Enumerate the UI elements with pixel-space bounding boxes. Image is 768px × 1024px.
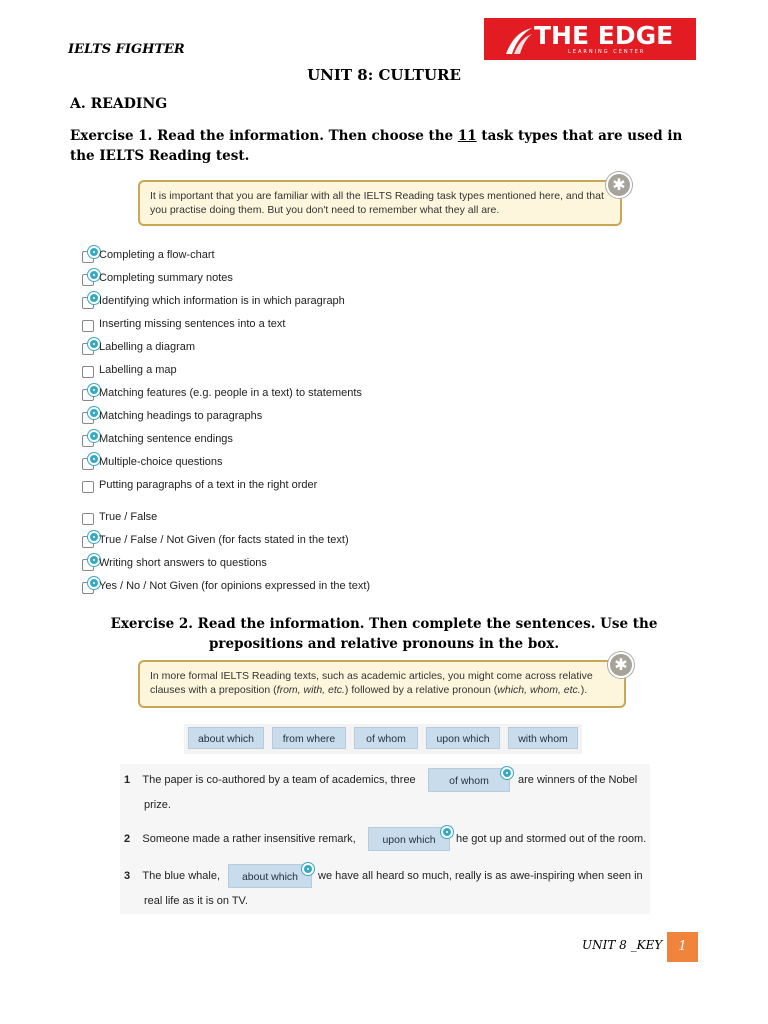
task-option[interactable] (80, 409, 500, 429)
exercise1-count: 11 (457, 128, 477, 144)
exercise2-note (138, 660, 626, 708)
sentence-text: The blue whale, (142, 870, 221, 882)
task-label: Putting paragraphs of a text in the right order (99, 479, 318, 491)
task-option[interactable] (80, 556, 500, 576)
option-chip[interactable]: of whom (354, 727, 418, 749)
note-italic: which, whom, etc. (497, 684, 581, 696)
star-icon[interactable]: ✱ (606, 172, 632, 198)
exercise2-instruction: Exercise 2. Read the information. Then complete the sentences. Use the prepositions and relative pronouns in the box. (110, 616, 658, 652)
task-label: Completing a flow-chart (99, 249, 215, 261)
task-option[interactable] (80, 533, 500, 553)
task-option[interactable] (80, 340, 500, 360)
note-text: In more formal IELTS Reading texts, such as academic articles, you might come across relative clauses with a preposition ( (150, 670, 593, 696)
task-label: Inserting missing sentences into a text (99, 318, 286, 330)
task-label: Completing summary notes (99, 272, 233, 284)
sentence-2 (124, 833, 356, 845)
task-label: Matching features (e.g. people in a text) to statements (99, 387, 362, 399)
task-option[interactable] (80, 386, 500, 406)
logo-subtitle: LEARNING CENTER (568, 49, 646, 55)
star-icon[interactable]: ✱ (608, 652, 634, 678)
task-label: Multiple-choice questions (99, 456, 223, 468)
task-label: Identifying which information is in which paragraph (99, 295, 345, 307)
sentence-number: 2 (124, 833, 131, 845)
brand-label: IELTS FIGHTER (68, 42, 185, 57)
unit-title: UNIT 8: CULTURE (307, 66, 461, 84)
sentence-3 (124, 870, 220, 882)
task-label: Writing short answers to questions (99, 557, 267, 569)
marker-icon (501, 767, 513, 779)
task-option[interactable] (80, 478, 500, 498)
marker-icon (441, 826, 453, 838)
answer-slot[interactable]: about which (228, 864, 312, 888)
task-option[interactable] (80, 248, 500, 268)
sentence-text: prize. (144, 799, 171, 811)
exercise1-note (138, 180, 622, 226)
exercise1-instruction (70, 126, 710, 166)
task-label: Labelling a diagram (99, 341, 196, 353)
task-label: True / False (99, 511, 158, 523)
sentence-text: The paper is co-authored by a team of academics, three (142, 774, 416, 786)
task-option[interactable] (80, 294, 500, 314)
answer-slot[interactable]: upon which (368, 827, 450, 851)
task-label: True / False / Not Given (for facts stated in the text) (99, 534, 349, 546)
logo (484, 18, 696, 60)
sentence-number: 1 (124, 774, 131, 786)
task-option[interactable] (80, 510, 500, 530)
section-title: A. READING (70, 96, 168, 112)
sentence-text: we have all heard so much, really is as awe-inspiring when seen in (318, 870, 643, 882)
sentence-text: real life as it is on TV. (144, 895, 248, 907)
exercise1-prefix: Exercise 1. Read the information. Then choose the (70, 128, 458, 144)
sentence-number: 3 (124, 870, 131, 882)
swoosh-icon (504, 24, 534, 56)
marker-icon (302, 863, 314, 875)
sentence-1 (124, 774, 416, 786)
option-chip[interactable]: with whom (508, 727, 578, 749)
exercise1-suffix: task types that are used in the IELTS Reading test. (70, 128, 683, 164)
logo-title: THE EDGE (534, 21, 674, 50)
task-option[interactable] (80, 363, 500, 383)
page-number: 1 (667, 932, 698, 962)
checkbox[interactable] (82, 481, 94, 493)
task-option[interactable] (80, 579, 500, 599)
task-option[interactable] (80, 432, 500, 452)
answer-slot[interactable]: of whom (428, 768, 510, 792)
sentence-text: Someone made a rather insensitive remark, (142, 833, 356, 845)
option-chip[interactable]: about which (188, 727, 264, 749)
note-italic: from, with, etc. (276, 684, 345, 696)
option-chip[interactable]: upon which (426, 727, 500, 749)
footer-label: UNIT 8 _KEY (582, 938, 663, 952)
checkbox[interactable] (82, 513, 94, 525)
task-option[interactable] (80, 455, 500, 475)
option-chip[interactable]: from where (272, 727, 346, 749)
word-box (184, 724, 582, 754)
sentence-list (120, 764, 650, 914)
task-label: Matching sentence endings (99, 433, 233, 445)
task-option[interactable] (80, 317, 500, 337)
exercise1-note-text: It is important that you are familiar with all the IELTS Reading task types mentioned here, and that you practise doing them. But you don't need to remember what they all are. (150, 190, 604, 216)
checkbox[interactable] (82, 320, 94, 332)
note-text: ). (580, 684, 588, 696)
task-label: Labelling a map (99, 364, 177, 376)
task-option[interactable] (80, 271, 500, 291)
sentence-text: he got up and stormed out of the room. (456, 833, 647, 845)
sentence-text: are winners of the Nobel (518, 774, 638, 786)
task-label: Yes / No / Not Given (for opinions expressed in the text) (99, 580, 371, 592)
note-text: ) followed by a relative pronoun ( (344, 684, 498, 696)
checkbox[interactable] (82, 366, 94, 378)
task-label: Matching headings to paragraphs (99, 410, 263, 422)
